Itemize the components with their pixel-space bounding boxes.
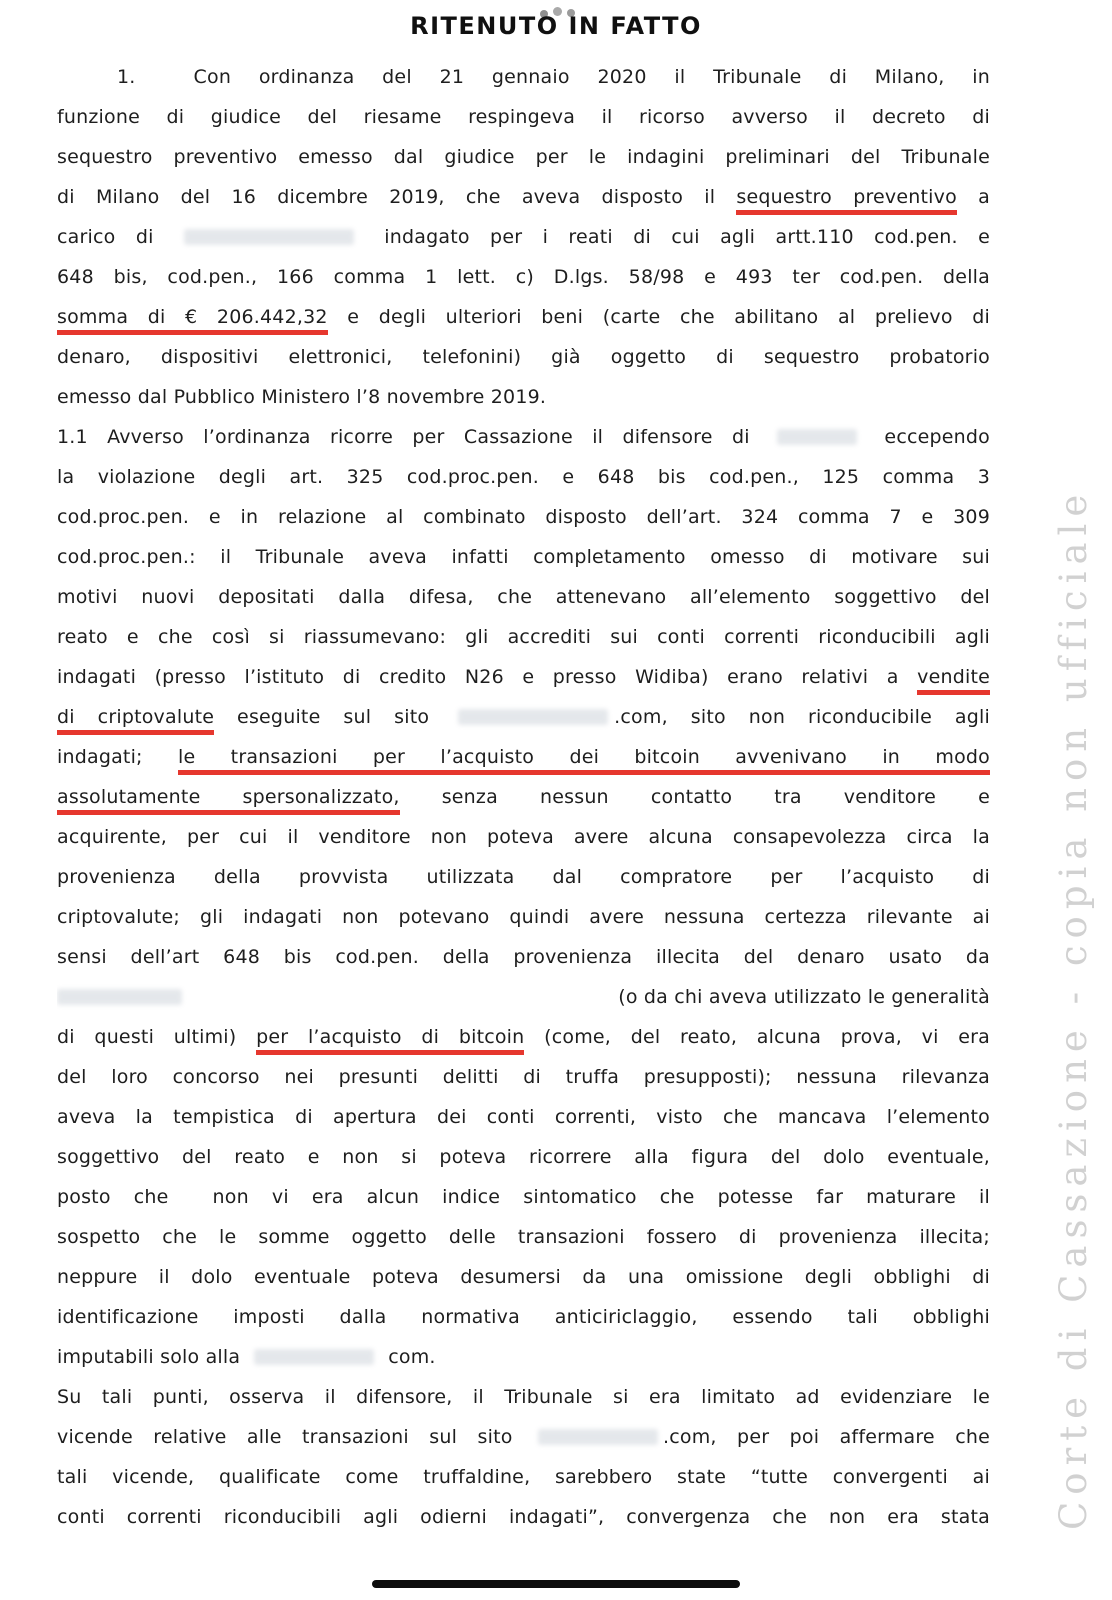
line-text: motivi nuovi depositati dalla difesa, che attenevano all’elemento soggettivo del	[57, 586, 990, 608]
document-line	[57, 457, 990, 497]
line-text: non vi era alcun indice sintomatico che potesse far maturare il	[212, 1186, 990, 1208]
redacted-gap	[169, 1202, 213, 1203]
document-line	[57, 1297, 990, 1337]
document-line	[57, 1217, 990, 1257]
paragraph-number: 1.	[117, 66, 136, 88]
line-text: emesso dal Pubblico Ministero l’8 novembre 2019.	[57, 386, 547, 408]
document-line	[57, 177, 990, 217]
underlined-phrase: le transazioni per l’acquisto dei bitcoin avvenivano in modo	[178, 746, 990, 775]
line-text: 1.1 Avverso l’ordinanza ricorre per Cassazione il difensore di	[57, 426, 770, 448]
line-text: soggettivo del reato e non si poteva ricorrere alla figura del dolo eventuale,	[57, 1146, 990, 1168]
line-text: .com, sito non riconducibile agli	[614, 706, 990, 728]
line-text: indagati (presso l’istituto di credito N26 e presso Widiba) erano relativi a	[57, 666, 918, 688]
redacted-site-name	[254, 1349, 374, 1365]
document-line	[57, 817, 990, 857]
document-line	[57, 217, 990, 257]
line-text: a	[956, 186, 990, 208]
line-text: denaro, dispositivi elettronici, telefonini) già oggetto di sequestro probatorio	[57, 346, 990, 368]
line-text: cod.proc.pen. e in relazione al combinato disposto dell’art. 324 comma 7 e 309	[57, 506, 990, 528]
document-line	[57, 1097, 990, 1137]
line-text: identificazione imposti dalla normativa anticiriclaggio, essendo tali obblighi	[57, 1306, 990, 1328]
document-line	[57, 97, 990, 137]
line-text: sensi dell’art 648 bis cod.pen. della provenienza illecita del denaro usato da	[57, 946, 990, 968]
line-text: di Milano del 16 dicembre 2019, che aveva disposto il	[57, 186, 737, 208]
document-line	[57, 1017, 990, 1057]
line-text: com.	[388, 1346, 436, 1368]
line-text: eccependo	[865, 426, 990, 448]
document-line	[57, 257, 990, 297]
document-line	[57, 617, 990, 657]
document-line	[57, 1137, 990, 1177]
line-text: e degli ulteriori beni (carte che abilitano al prelievo di	[327, 306, 990, 328]
document-line	[57, 297, 990, 337]
redacted-name	[777, 429, 857, 445]
line-text: vicende relative alle transazioni sul sito	[57, 1426, 533, 1448]
document-line	[57, 737, 990, 777]
line-text: di questi ultimi)	[57, 1026, 257, 1048]
line-text: eseguite sul sito	[214, 706, 453, 728]
document-line	[57, 137, 990, 177]
document-line	[57, 977, 990, 1017]
line-text: aveva la tempistica di apertura dei conti correnti, visto che mancava l’elemento	[57, 1106, 990, 1128]
document-line	[57, 1337, 990, 1377]
line-text: funzione di giudice del riesame respingeva il ricorso avverso il decreto di	[57, 106, 990, 128]
line-text: .com, per poi affermare che	[663, 1426, 990, 1448]
document-line	[57, 1177, 990, 1217]
document-line	[57, 57, 990, 97]
line-text: Su tali punti, osserva il difensore, il Tribunale si era limitato ad evidenziare le	[57, 1386, 990, 1408]
line-text: tali vicende, qualificate come truffaldine, sarebbero state “tutte convergenti ai	[57, 1466, 990, 1488]
redacted-name	[57, 989, 182, 1005]
line-text: provenienza della provvista utilizzata dal compratore per l’acquisto di	[57, 866, 990, 888]
court-watermark: Corte di Cassazione - copia non ufficiale	[1052, 487, 1095, 1530]
line-text: 648 bis, cod.pen., 166 comma 1 lett. c) D.lgs. 58/98 e 493 ter cod.pen. della	[57, 266, 990, 288]
underlined-phrase: somma di € 206.442,32	[57, 306, 328, 335]
redacted-name	[184, 229, 354, 245]
line-text: indagati;	[57, 746, 178, 768]
document-line	[57, 1377, 990, 1417]
document-line	[57, 497, 990, 537]
document-line	[57, 1417, 990, 1457]
line-text: del loro concorso nei presunti delitti di truffa presupposti); nessuna rilevanza	[57, 1066, 990, 1088]
underlined-phrase: di criptovalute	[57, 706, 214, 735]
underlined-phrase: vendite	[917, 666, 990, 695]
line-text: reato e che così si riassumevano: gli accrediti sui conti correnti riconducibili agli	[57, 626, 990, 648]
document-line	[57, 417, 990, 457]
underlined-phrase: sequestro preventivo	[736, 186, 956, 215]
line-text: sospetto che le somme oggetto delle transazioni fossero di provenienza illecita;	[57, 1226, 990, 1248]
line-text: indagato per i reati di cui agli artt.110 cod.pen. e	[363, 226, 990, 248]
line-text: imputabili solo alla	[57, 1346, 241, 1368]
page-title: RITENUTO IN FATTO	[410, 12, 702, 40]
line-text: la violazione degli art. 325 cod.proc.pen. e 648 bis cod.pen., 125 comma 3	[57, 466, 990, 488]
document-line	[57, 937, 990, 977]
document-line	[57, 1497, 990, 1537]
document-line	[57, 777, 990, 817]
document-body	[57, 57, 990, 1537]
line-text: criptovalute; gli indagati non potevano quindi avere nessuna certezza rilevante ai	[57, 906, 990, 928]
document-line	[57, 897, 990, 937]
line-text: Con ordinanza del 21 gennaio 2020 il Tribunale di Milano, in	[193, 66, 990, 88]
document-line	[57, 337, 990, 377]
document-line	[57, 1057, 990, 1097]
document-line	[57, 1457, 990, 1497]
document-line	[57, 537, 990, 577]
document-line	[57, 1257, 990, 1297]
document-line	[57, 377, 990, 417]
line-text: posto che	[57, 1186, 169, 1208]
line-text: carico di	[57, 226, 174, 248]
redaction-bar	[372, 1580, 740, 1588]
line-text: acquirente, per cui il venditore non poteva avere alcuna consapevolezza circa la	[57, 826, 990, 848]
document-line	[57, 857, 990, 897]
document-line	[57, 697, 990, 737]
line-text: (come, del reato, alcuna prova, vi era	[524, 1026, 990, 1048]
spacer	[136, 82, 194, 83]
line-text: neppure il dolo eventuale poteva desumersi da una omissione degli obblighi di	[57, 1266, 990, 1288]
redacted-site-name	[458, 709, 608, 725]
redacted-site-name	[538, 1429, 658, 1445]
underlined-phrase: per l’acquisto di bitcoin	[256, 1026, 524, 1055]
line-text: sequestro preventivo emesso dal giudice per le indagini preliminari del Tribunale	[57, 146, 990, 168]
line-text: cod.proc.pen.: il Tribunale aveva infatti completamento omesso di motivare sui	[57, 546, 990, 568]
line-text: senza nessun contatto tra venditore e	[399, 786, 990, 808]
document-line	[57, 657, 990, 697]
underlined-phrase: assolutamente spersonalizzato,	[57, 786, 400, 815]
document-line	[57, 577, 990, 617]
line-text: conti correnti riconducibili agli odierni indagati”, convergenza che non era stata	[57, 1506, 990, 1528]
line-text: (o da chi aveva utilizzato le generalità	[618, 986, 990, 1008]
